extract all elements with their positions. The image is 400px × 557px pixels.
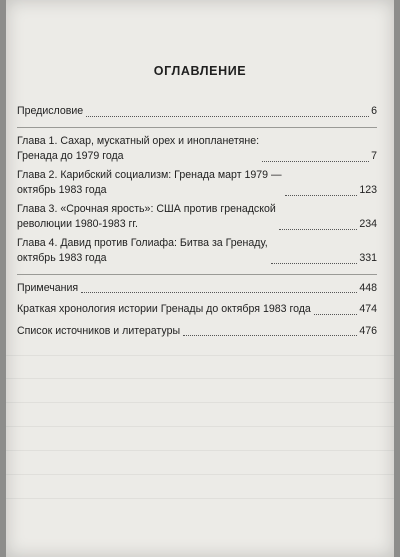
table-of-contents <box>17 104 377 339</box>
dot-leader <box>81 291 357 293</box>
toc-entry-label: Глава 4. Давид против Голиафа: Битва за Гренаду, <box>17 236 268 249</box>
toc-entry-chapter-2[interactable] <box>17 168 377 199</box>
toc-page-number: 234 <box>359 218 377 230</box>
toc-entry-notes[interactable] <box>17 281 377 297</box>
toc-page-number: 6 <box>371 105 377 117</box>
divider <box>17 127 377 128</box>
toc-entry-label: Гренада до 1979 года <box>17 150 124 162</box>
dot-leader <box>285 194 358 196</box>
book-page <box>6 0 394 557</box>
toc-page-number: 476 <box>359 324 377 337</box>
toc-entry-sources[interactable] <box>17 324 377 340</box>
dot-leader <box>183 334 357 336</box>
toc-entry-label: Предисловие <box>17 105 84 117</box>
toc-entry-label: Глава 3. «Срочная ярость»: США против гренадской <box>17 202 276 215</box>
toc-entry-label: Глава 1. Сахар, мускатный орех и инопланетяне: <box>17 134 260 147</box>
toc-page-number: 448 <box>359 281 377 294</box>
toc-page-number: 123 <box>359 184 377 196</box>
toc-entry-label: Примечания <box>17 281 79 294</box>
toc-entry-label: Краткая хронология истории Гренады до октября 1983 года <box>17 303 311 315</box>
divider <box>17 274 377 275</box>
toc-entry-chapter-1[interactable] <box>17 134 377 165</box>
toc-entry-label: Список источников и литературы <box>17 324 181 337</box>
dot-leader <box>279 228 358 230</box>
toc-title: ОГЛАВЛЕНИЕ <box>153 64 247 78</box>
dot-leader <box>271 262 358 264</box>
dot-leader <box>262 160 369 162</box>
dot-leader <box>314 313 357 315</box>
dot-leader <box>86 115 369 117</box>
toc-entry-preface[interactable] <box>17 104 377 120</box>
toc-entry-chapter-4[interactable] <box>17 236 377 267</box>
toc-entry-label: октябрь 1983 года <box>17 184 107 196</box>
toc-entry-chronology[interactable] <box>17 302 377 318</box>
toc-entry-chapter-3[interactable] <box>17 202 377 233</box>
toc-page-number: 474 <box>359 303 377 315</box>
toc-entry-label: октябрь 1983 года <box>17 252 107 264</box>
toc-entry-label: революции 1980-1983 гг. <box>17 218 138 230</box>
toc-page-number: 331 <box>359 252 377 264</box>
toc-page-number: 7 <box>371 150 377 162</box>
toc-entry-label: Глава 2. Карибский социализм: Гренада март 1979 — <box>17 168 282 181</box>
